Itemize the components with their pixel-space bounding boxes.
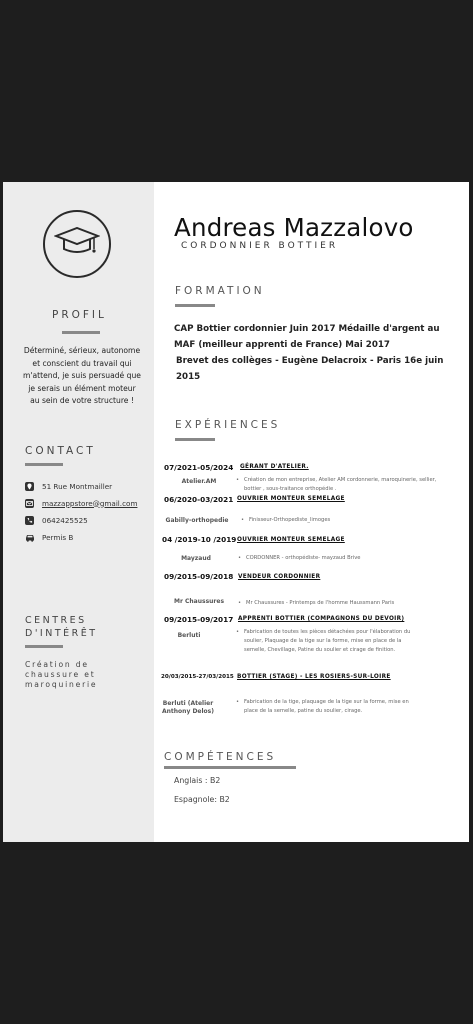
exp-company: Mayzaud (181, 555, 211, 562)
language-item: Espagnole: B2 (174, 795, 230, 804)
exp-desc: • Finisseur-Orthopediste_limoges (249, 516, 444, 525)
contact-address (25, 480, 112, 492)
exp-role: OUVRIER MONTEUR SEMELAGE (237, 496, 345, 502)
job-title: CORDONNIER BOTTIER (181, 241, 339, 251)
contact-divider (25, 463, 63, 466)
experiences-divider (175, 438, 215, 441)
exp-company: Mr Chaussures (173, 598, 225, 605)
profil-divider (62, 331, 100, 334)
exp-role: OUVRIER MONTEUR SEMELAGE (237, 537, 345, 543)
interests-text: Création de chaussure et maroquinerie (25, 660, 98, 689)
logo-circle (43, 210, 111, 278)
exp-role: APPRENTI BOTTIER (COMPAGNONS DU DEVOIR) (238, 616, 405, 622)
competences-title: COMPÉTENCES (164, 751, 277, 763)
contact-phone (25, 514, 88, 526)
formation-block (174, 321, 454, 385)
language-item: Anglais : B2 (174, 776, 221, 785)
car-icon (25, 533, 34, 542)
exp-date: 09/2015-09/2018 (164, 572, 234, 581)
contact-email[interactable] (25, 497, 137, 509)
profil-text: Déterminé, sérieux, autonome et conscient du travail qui m'attend, je suis persuadé que je serais un élément moteur au sein de votre structure ! (23, 346, 141, 405)
contact-email-link[interactable]: mazzappstore@gmail.com (42, 498, 138, 508)
interests-title-line1: CENTRES (25, 615, 87, 626)
exp-desc: • Fabrication de la tige, plaquage de la tige sur la forme, mise en place de la semelle, patine du soulier, cirage. (244, 698, 422, 716)
interests-divider (25, 645, 63, 648)
interests-title-line2: D'INTÉRÊT (25, 628, 98, 639)
graduation-cap-icon (54, 227, 100, 261)
formation-line-2: Brevet des collèges - Eugène Delacroix - Paris 16e juin 2015 (176, 356, 444, 382)
exp-role: GÉRANT D'ATELIER. (240, 464, 309, 470)
exp-desc: • Fabrication de toutes les pièces détachées pour l'élaboration du soulier, Plaquage de la tige sur la forme, mise en place de la semelle, Chevillage, Patine du soulier et cirage de finition. (244, 628, 422, 655)
phone-icon (25, 516, 34, 525)
exp-date: 20/03/2015-27/03/2015 (161, 674, 234, 680)
experiences-title: EXPÉRIENCES (175, 419, 281, 431)
exp-desc: • CORDONNER - orthopédiste- mayzaud Brive (246, 554, 441, 563)
exp-company: Atelier.AM (181, 478, 217, 485)
exp-date: 07/2021-05/2024 (164, 463, 234, 472)
formation-line-1: CAP Bottier cordonnier Juin 2017 Médaille d'argent au MAF (meilleur apprenti de France) Mai 2017 (174, 324, 440, 350)
exp-company: Berluti (177, 632, 201, 639)
profil-title: PROFIL (52, 309, 107, 321)
location-icon (25, 482, 34, 491)
contact-license-text: Permis B (42, 532, 74, 542)
exp-desc: • Mr Chaussures - Printemps de l'homme Haussmann Paris (246, 599, 446, 608)
full-name: Andreas Mazzalovo (174, 213, 414, 242)
exp-date: 09/2015-09/2017 (164, 615, 234, 624)
exp-role: BOTTIER (STAGE) - LES ROSIERS-SUR-LOIRE (237, 674, 391, 680)
exp-company: Gabilly-orthopedie (165, 517, 229, 524)
contact-phone-text: 0642425525 (42, 515, 88, 525)
main-content (154, 182, 469, 842)
mail-icon (25, 499, 34, 508)
formation-divider (175, 304, 215, 307)
formation-title: FORMATION (175, 285, 265, 297)
exp-date: 06/2020-03/2021 (164, 495, 234, 504)
exp-company: Berluti (Atelier Anthony Delos) (162, 700, 214, 715)
contact-title: CONTACT (25, 445, 96, 457)
exp-date: 04 /2019-10 /2019 (162, 535, 237, 544)
exp-role: VENDEUR CORDONNIER (238, 574, 321, 580)
contact-address-text: 51 Rue Montmailler (42, 481, 113, 491)
contact-license (25, 531, 73, 543)
sidebar (3, 182, 154, 842)
competences-divider (164, 766, 296, 769)
cv-document (3, 182, 469, 842)
exp-desc: • Création de mon entreprise, Atelier AM cordonnerie, maroquinerie, sellier, bottier , sous-traitance orthopédie . (244, 476, 444, 494)
